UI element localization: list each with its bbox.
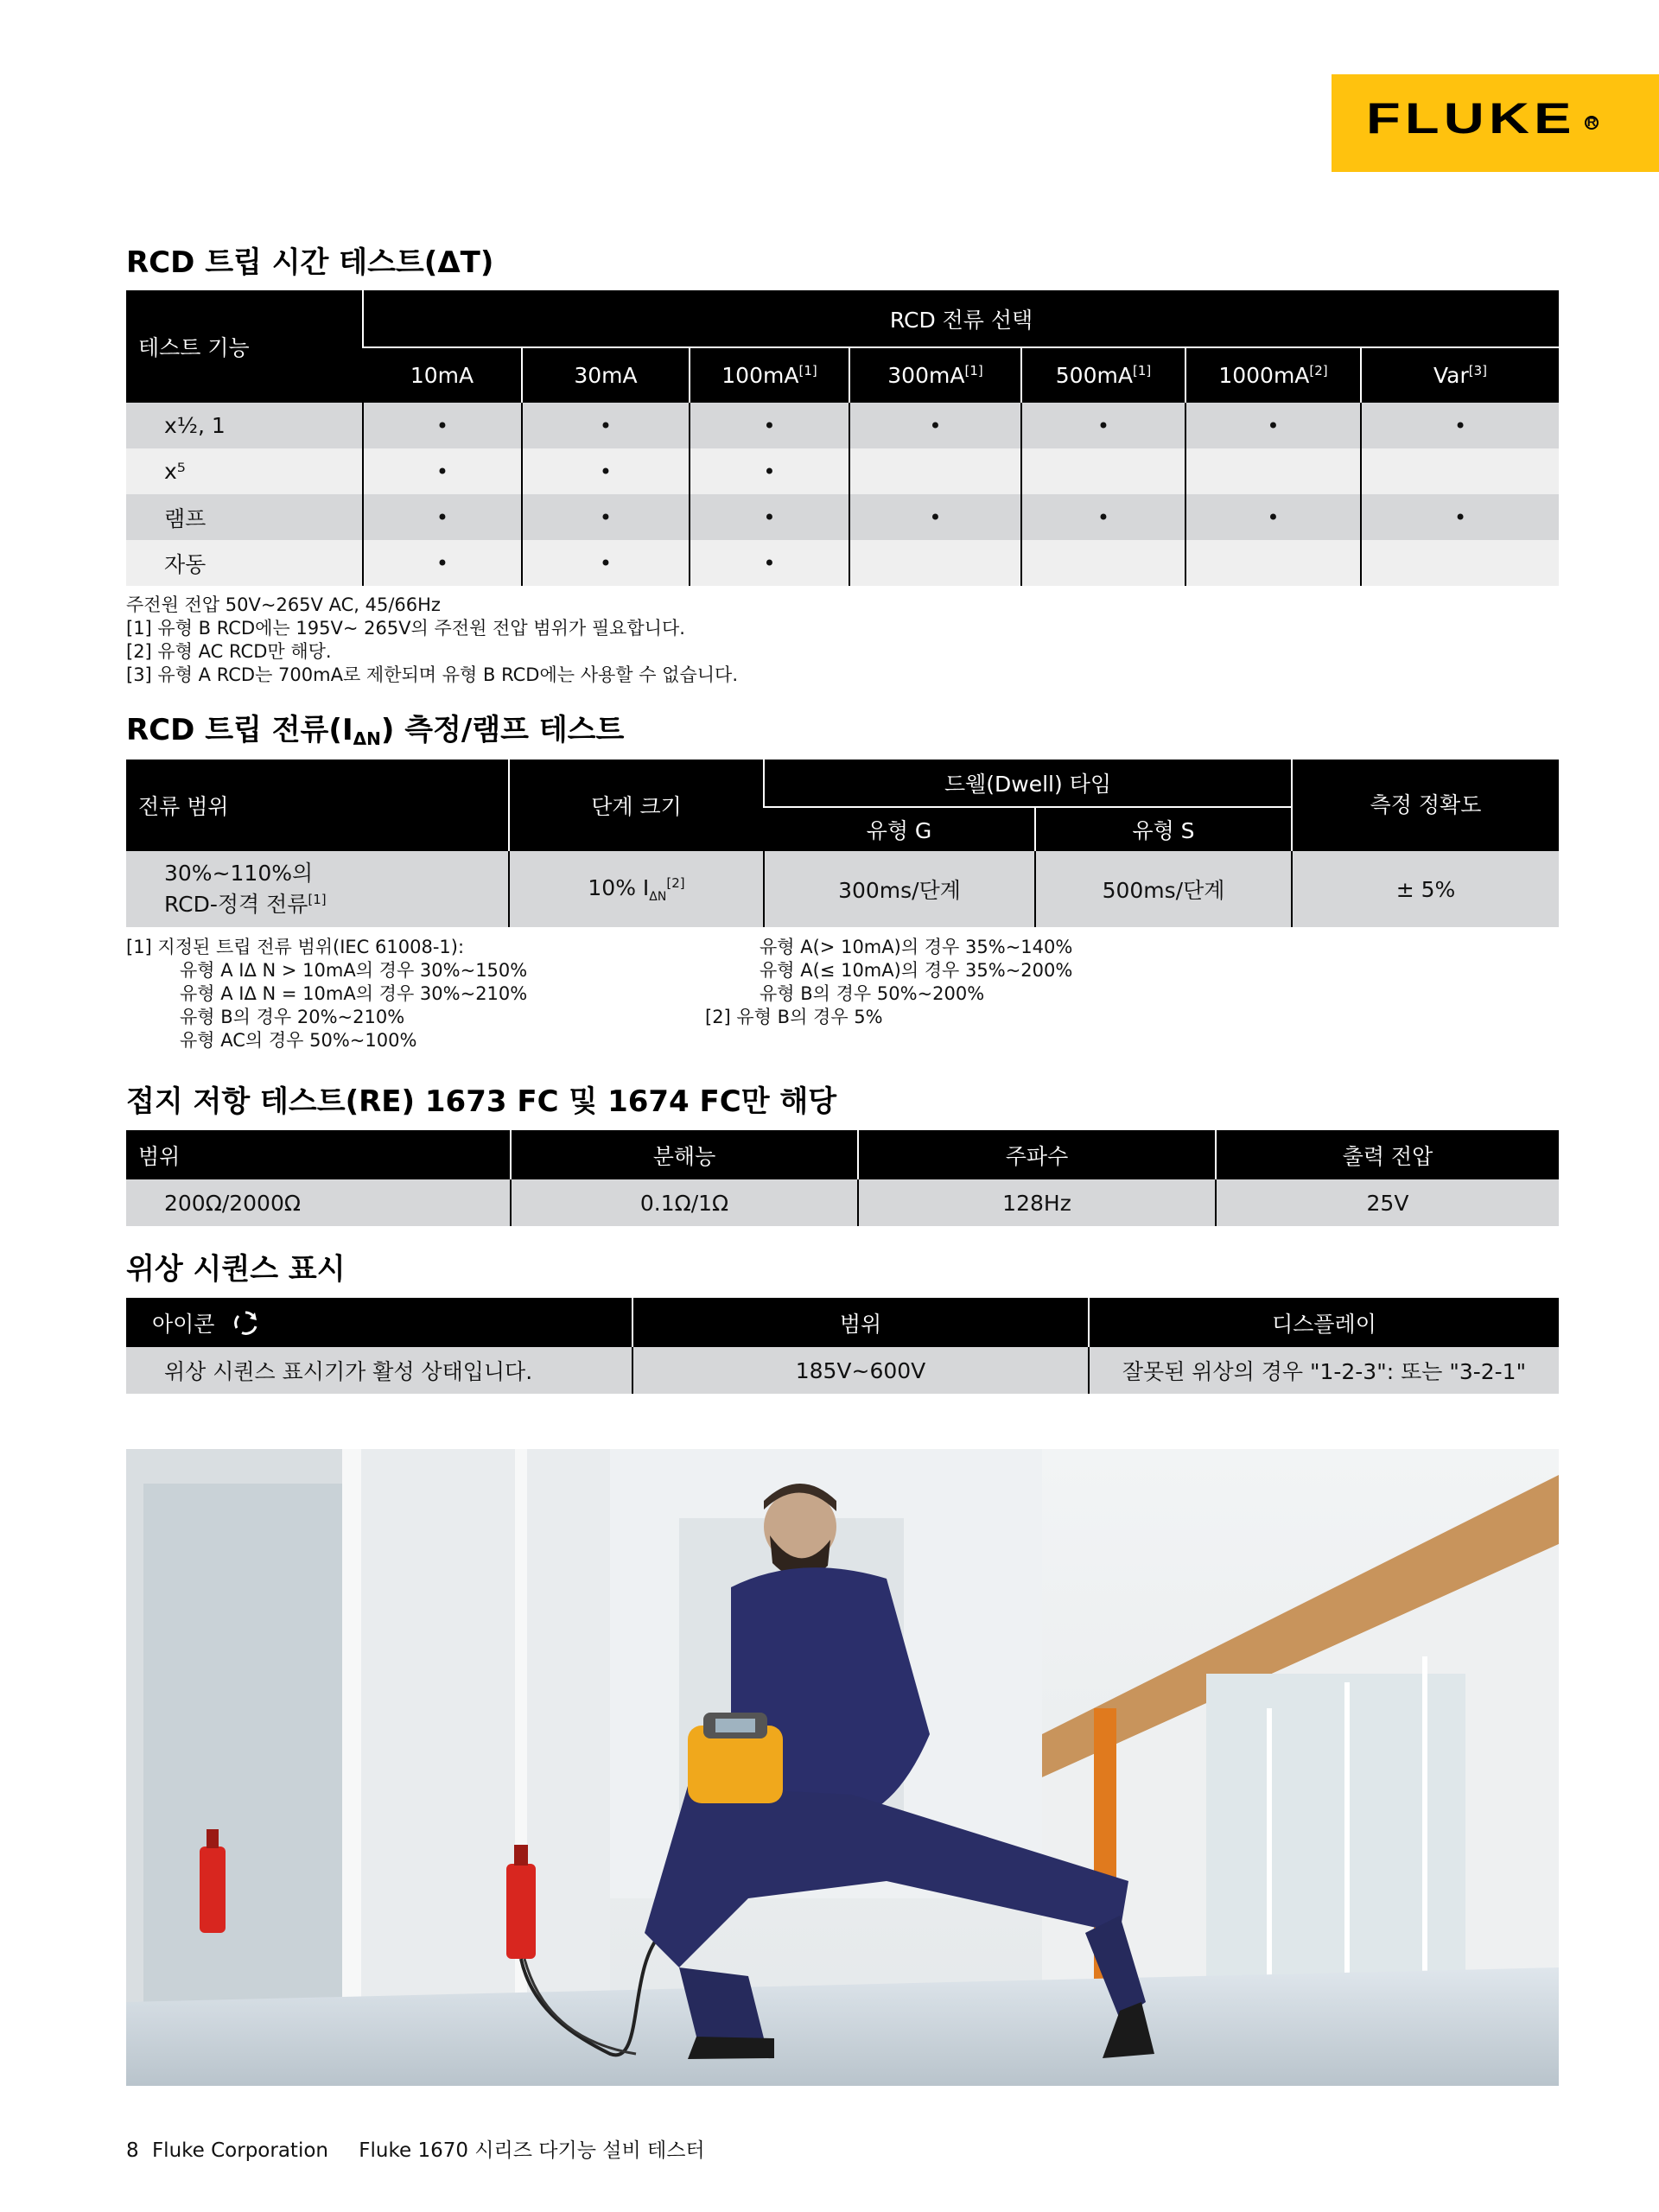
phase-rotation-icon [232, 1309, 259, 1337]
header-step-size: 단계 크기 [509, 760, 764, 851]
header-resolution: 분해능 [511, 1130, 858, 1179]
rcd-trip-current-notes-right [705, 936, 1072, 1029]
current-range-cell: 30%~110%의 RCD-정격 전류[1] [126, 851, 509, 927]
note-line: 주전원 전압 50V~265V AC, 45/66Hz [126, 594, 441, 615]
header-current: 100mA[1] [690, 347, 849, 403]
support-dot: • [522, 494, 690, 540]
header-icon: 아이콘 [126, 1298, 632, 1347]
support-dot [1021, 540, 1185, 586]
support-dot: • [1361, 494, 1559, 540]
note-line: 유형 B의 경우 50%~200% [760, 983, 985, 1004]
technician-photo [126, 1449, 1559, 2086]
header-type-g: 유형 G [764, 807, 1035, 851]
accuracy-cell: ± 5% [1292, 851, 1559, 927]
rcd-trip-current-table [126, 760, 1559, 927]
header-current-range: 전류 범위 [126, 760, 509, 851]
header-dwell-time: 드웰(Dwell) 타임 [764, 760, 1292, 807]
table-row [126, 494, 1559, 540]
description-cell: 위상 시퀀스 표시기가 활성 상태입니다. [126, 1347, 632, 1394]
page-footer [126, 2134, 705, 2163]
frequency-cell: 128Hz [858, 1179, 1216, 1226]
support-dot: • [1021, 403, 1185, 448]
support-dot: • [522, 448, 690, 494]
support-dot: • [363, 540, 522, 586]
row-label: 자동 [126, 540, 363, 586]
header-display: 디스플레이 [1089, 1298, 1559, 1347]
fluke-logo [1332, 74, 1659, 172]
row-label: x½, 1 [126, 403, 363, 448]
header-current: 500mA[1] [1021, 347, 1185, 403]
support-dot [1185, 448, 1361, 494]
header-frequency: 주파수 [858, 1130, 1216, 1179]
note-line: 유형 AC의 경우 50%~100% [180, 1030, 417, 1051]
display-cell: 잘못된 위상의 경우 "1-2-3": 또는 "3-2-1" [1089, 1347, 1559, 1394]
header-accuracy: 측정 정확도 [1292, 760, 1559, 851]
page-number: 8 [126, 2139, 139, 2162]
support-dot: • [849, 403, 1021, 448]
earth-resistance-table [126, 1130, 1559, 1226]
rcd-trip-time-table [126, 290, 1559, 586]
resolution-cell: 0.1Ω/1Ω [511, 1179, 858, 1226]
header-current: 1000mA[2] [1185, 347, 1361, 403]
table-row [126, 851, 1559, 927]
note-line: 유형 A(≤ 10mA)의 경우 35%~200% [760, 960, 1073, 981]
support-dot: • [690, 448, 849, 494]
support-dot: • [1185, 494, 1361, 540]
note-line: [2] 유형 B의 경우 5% [705, 1007, 883, 1027]
header-output-voltage: 출력 전압 [1216, 1130, 1559, 1179]
table-row [126, 448, 1559, 494]
output-voltage-cell: 25V [1216, 1179, 1559, 1226]
note-line: 유형 A IΔ N = 10mA의 경우 30%~210% [180, 983, 528, 1004]
row-label: x⁵ [126, 448, 363, 494]
row-label: 램프 [126, 494, 363, 540]
header-current: 10mA [363, 347, 522, 403]
header-range: 범위 [632, 1298, 1089, 1347]
section-title-rcd-trip-current: RCD 트립 전류$(I_{\Delta N})$ 측정/램프 테스트 [126, 713, 625, 749]
note-line: [1] 유형 B RCD에는 195V~ 265V의 주전원 전압 범위가 필요합니다. [126, 618, 685, 639]
registered-mark-icon: R [1585, 116, 1599, 130]
footer-document-title: Fluke 1670 시리즈 다기능 설비 테스터 [359, 2139, 705, 2162]
support-dot [1361, 448, 1559, 494]
support-dot: • [849, 494, 1021, 540]
note-line: [3] 유형 A RCD는 700mA로 제한되며 유형 B RCD에는 사용할 수 없습니다. [126, 664, 739, 685]
support-dot: • [363, 448, 522, 494]
note-line: 유형 B의 경우 20%~210% [180, 1007, 405, 1027]
dwell-s-cell: 500ms/단계 [1035, 851, 1292, 927]
logo-text: FLUKE [1366, 94, 1576, 143]
table-row [126, 1179, 1559, 1226]
support-dot [849, 540, 1021, 586]
footer-company: Fluke Corporation [151, 2139, 328, 2162]
range-cell: 200Ω/2000Ω [126, 1179, 511, 1226]
support-dot: • [522, 540, 690, 586]
header-current: Var[3] [1361, 347, 1559, 403]
section-title-rcd-trip-time: RCD 트립 시간 테스트(ΔT) [126, 245, 494, 280]
note-line: 유형 A IΔ N > 10mA의 경우 30%~150% [180, 960, 528, 981]
support-dot [1185, 540, 1361, 586]
support-dot [1361, 540, 1559, 586]
header-current: 300mA[1] [849, 347, 1021, 403]
rcd-trip-time-notes [126, 594, 738, 687]
range-cell: 185V~600V [632, 1347, 1089, 1394]
rcd-trip-current-notes-left [126, 936, 527, 1052]
table-row [126, 1347, 1559, 1394]
step-size-cell: 10% $I_{\Delta N}[2]$ [509, 851, 764, 927]
header-type-s: 유형 S [1035, 807, 1292, 851]
note-line: 유형 A(> 10mA)의 경우 35%~140% [760, 937, 1073, 957]
support-dot: • [1185, 403, 1361, 448]
support-dot: • [690, 403, 849, 448]
support-dot: • [690, 494, 849, 540]
section-title-phase-sequence: 위상 시퀀스 표시 [126, 1252, 346, 1287]
header-current: 30mA [522, 347, 690, 403]
header-rcd-current-select: RCD 전류 선택 [363, 290, 1559, 347]
support-dot [849, 448, 1021, 494]
support-dot: • [690, 540, 849, 586]
header-range: 범위 [126, 1130, 511, 1179]
dwell-g-cell: 300ms/단계 [764, 851, 1035, 927]
section-title-earth-resistance: 접지 저항 테스트(RE) 1673 FC 및 1674 FC만 해당 [126, 1084, 837, 1119]
note-line: [1] 지정된 트립 전류 범위(IEC 61008-1): [126, 937, 465, 957]
support-dot: • [522, 403, 690, 448]
header-test-function: 테스트 기능 [126, 290, 363, 403]
table-row [126, 540, 1559, 586]
table-row [126, 403, 1559, 448]
support-dot [1021, 448, 1185, 494]
support-dot: • [363, 494, 522, 540]
phase-sequence-table [126, 1298, 1559, 1394]
support-dot: • [363, 403, 522, 448]
note-line: [2] 유형 AC RCD만 해당. [126, 641, 332, 662]
support-dot: • [1361, 403, 1559, 448]
support-dot: • [1021, 494, 1185, 540]
